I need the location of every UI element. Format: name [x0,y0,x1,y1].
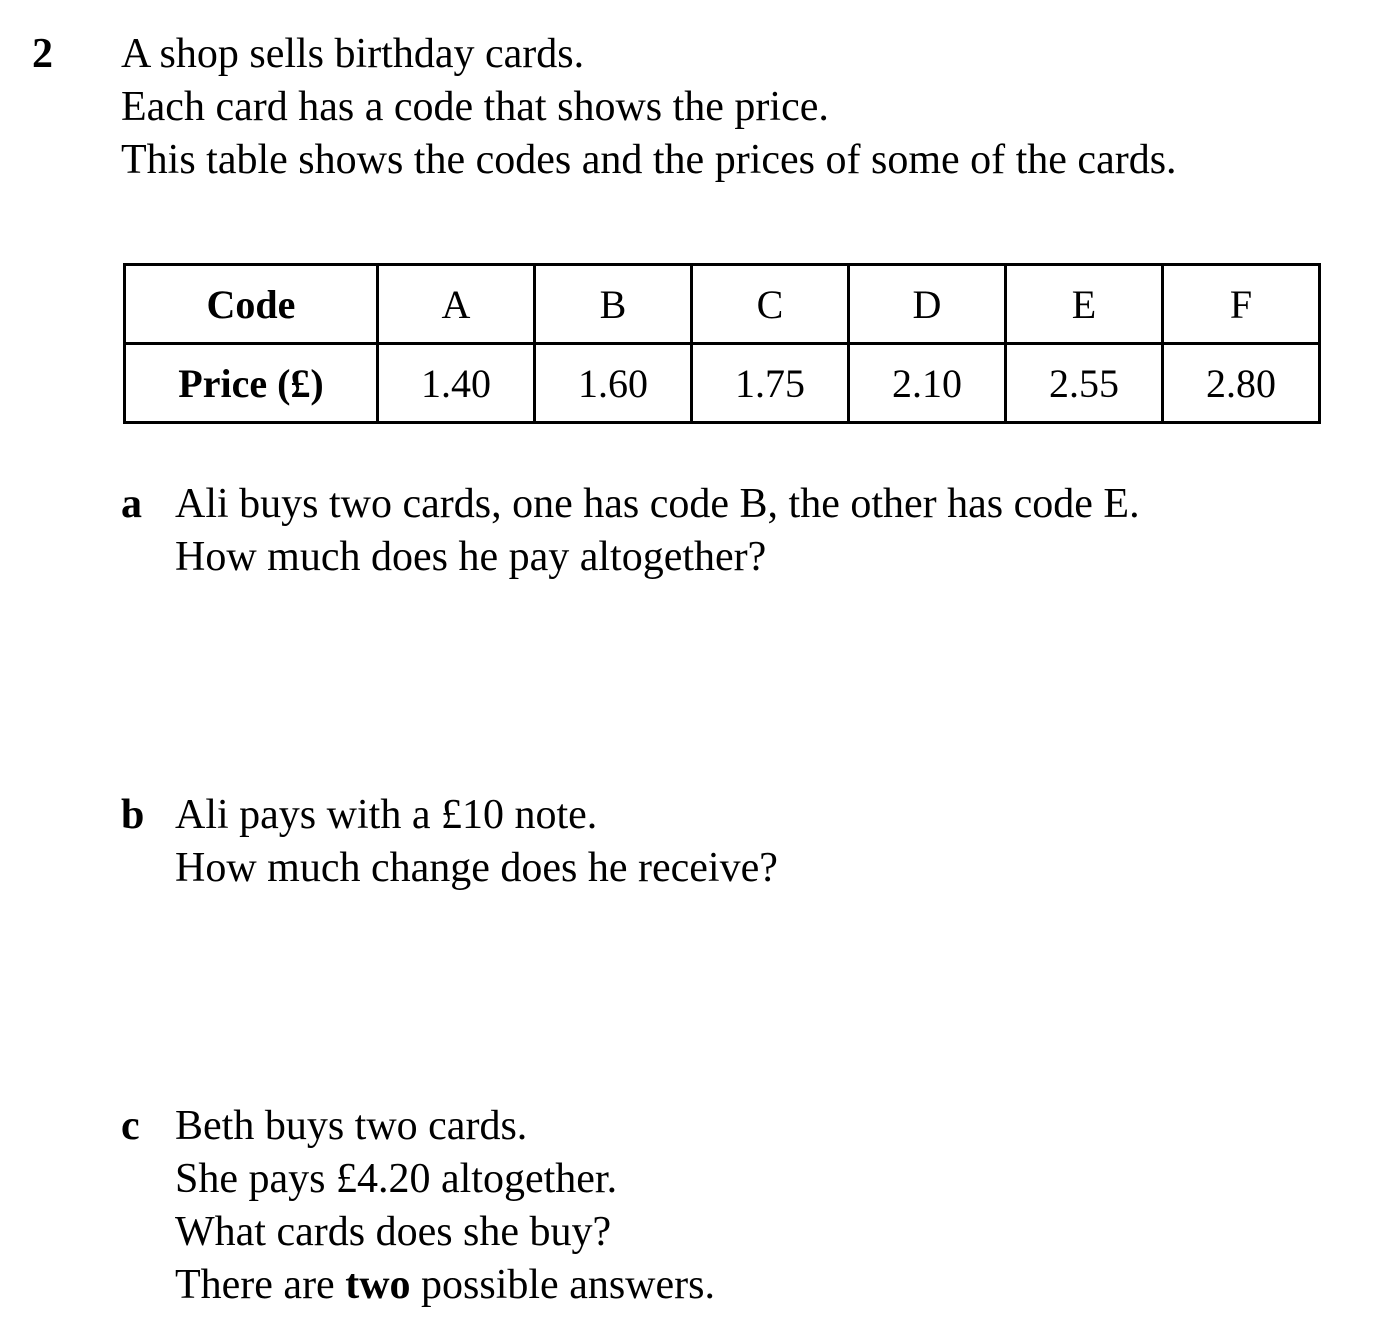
part-letter: b [121,792,145,838]
price-cell: 2.10 [849,344,1006,423]
price-table [123,263,1321,424]
part-line: How much does he pay altogether? [175,534,767,580]
part-line: Ali buys two cards, one has code B, the other has code E. [175,481,1140,527]
code-row [125,265,1320,344]
code-header: Code [125,265,378,344]
part-c-text [175,1100,715,1312]
price-cell: 1.75 [692,344,849,423]
part-line-last [175,1259,715,1312]
part-b-text [175,789,778,895]
question-intro [121,28,1177,187]
question-number: 2 [32,31,53,77]
part-a-text [175,478,1140,584]
code-cell: F [1163,265,1320,344]
price-cell: 2.55 [1006,344,1163,423]
price-row [125,344,1320,423]
emphasis-two: two [345,1262,411,1308]
intro-line: Each card has a code that shows the price. [121,84,829,130]
part-line: What cards does she buy? [175,1209,612,1255]
part-letter: a [121,481,142,527]
price-header: Price (£) [125,344,378,423]
part-line: Ali pays with a £10 note. [175,792,598,838]
price-cell: 1.40 [378,344,535,423]
intro-line: This table shows the codes and the prices of some of the cards. [121,137,1177,183]
last-line-after: possible answers. [410,1262,715,1308]
part-line: How much change does he receive? [175,845,778,891]
code-cell: E [1006,265,1163,344]
part-line: Beth buys two cards. [175,1103,528,1149]
code-cell: A [378,265,535,344]
intro-line: A shop sells birthday cards. [121,31,585,77]
price-cell: 2.80 [1163,344,1320,423]
code-cell: C [692,265,849,344]
part-line: She pays £4.20 altogether. [175,1156,618,1202]
code-cell: B [535,265,692,344]
price-cell: 1.60 [535,344,692,423]
last-line-before: There are [175,1262,346,1308]
part-letter: c [121,1103,140,1149]
code-cell: D [849,265,1006,344]
